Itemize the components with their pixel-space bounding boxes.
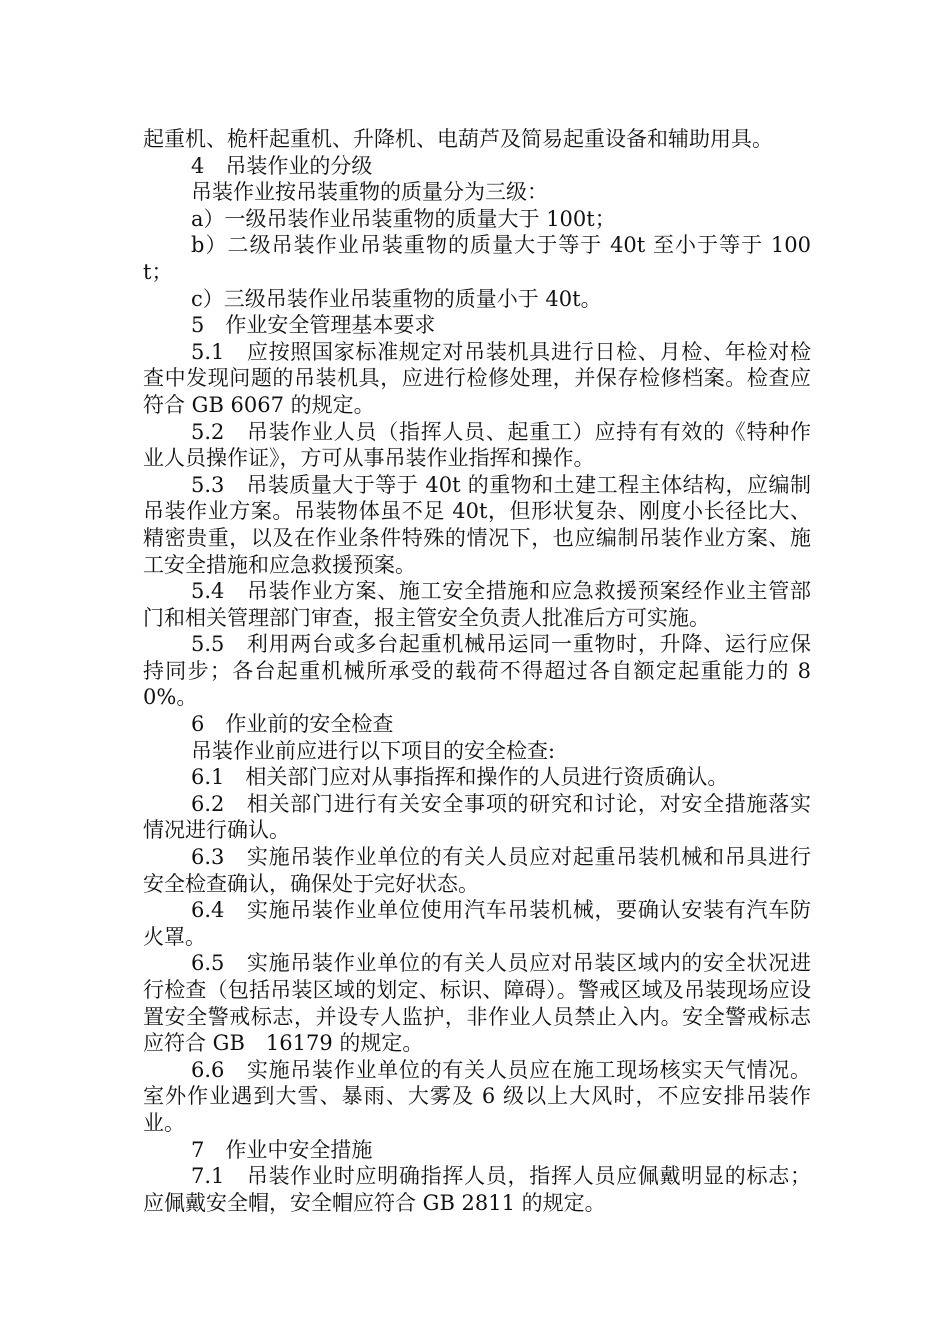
paragraph-checks-intro: 吊装作业前应进行以下项目的安全检查: <box>191 738 556 763</box>
list-item-b: b）二级吊装作业吊装重物的质量大于等于 40t 至小于等于 100t； <box>143 233 811 284</box>
clause-5-2: 5.2 吊装作业人员（指挥人员、起重工）应持有有效的《特种作业人员操作证》，方可从事吊装作业指挥和操作。 <box>143 419 811 471</box>
clause-6-2: 6.2 相关部门进行有关安全事项的研究和讨论，对安全措施落实情况进行确认。 <box>143 791 811 843</box>
section-heading-5: 5 作业安全管理基本要求 <box>191 313 436 338</box>
clause-7-1: 7.1 吊装作业时应明确指挥人员，指挥人员应佩戴明显的标志；应佩戴安全帽，安全帽应符合 GB 2811 的规定。 <box>143 1164 811 1215</box>
section-heading-4: 4 吊装作业的分级 <box>191 153 373 178</box>
paragraph-continuation: 起重机、桅杆起重机、升降机、电葫芦及简易起重设备和辅助用具。 <box>143 127 773 151</box>
paragraph-grading-intro: 吊装作业按吊装重物的质量分为三级： <box>191 180 548 205</box>
clause-5-3: 5.3 吊装质量大于等于 40t 的重物和土建工程主体结构，应编制吊装作业方案。吊装物体虽不足 40t，但形状复杂、刚度小长径比大、精密贵重，以及在作业条件特殊的情况下，也应编制吊装作业方案、施工安全措施和应急救援预案。 <box>143 472 811 577</box>
list-item-a: a）一级吊装作业吊装重物的质量大于 100t； <box>191 206 616 231</box>
clause-6-3: 6.3 实施吊装作业单位的有关人员应对起重吊装机械和吊具进行安全检查确认，确保处于完好状态。 <box>143 845 811 896</box>
clause-6-1: 6.1 相关部门应对从事指挥和操作的人员进行资质确认。 <box>191 765 729 790</box>
list-item-c: c）三级吊装作业吊装重物的质量小于 40t。 <box>191 286 602 311</box>
clause-5-5: 5.5 利用两台或多台起重机械吊运同一重物时，升降、运行应保持同步；各台起重机械所承受的载荷不得超过各自额定起重能力的 80%。 <box>143 632 811 710</box>
document-body <box>143 126 811 1216</box>
clause-6-4: 6.4 实施吊装作业单位使用汽车吊装机械，要确认安装有汽车防火罩。 <box>143 898 811 949</box>
clause-6-6: 6.6 实施吊装作业单位的有关人员应在施工现场核实天气情况。室外作业遇到大雪、暴雨、大雾及 6 级以上大风时，不应安排吊装作业。 <box>143 1057 811 1135</box>
section-heading-6: 6 作业前的安全检查 <box>191 712 394 737</box>
clause-6-5: 6.5 实施吊装作业单位的有关人员应对吊装区域内的安全状况进行检查（包括吊装区域的划定、标识、障碍）。警戒区域及吊装现场应设置安全警戒标志，并设专人监护，非作业人员禁止入内。安全警戒标志应符合 GB 16179 的规定。 <box>143 951 811 1056</box>
section-heading-7: 7 作业中安全措施 <box>191 1137 373 1162</box>
clause-5-1: 5.1 应按照国家标准规定对吊装机具进行日检、月检、年检对检查中发现问题的吊装机具，应进行检修处理，并保存检修档案。检查应符合 GB 6067 的规定。 <box>143 339 811 417</box>
clause-5-4: 5.4 吊装作业方案、施工安全措施和应急救援预案经作业主管部门和相关管理部门审查，报主管安全负责人批准后方可实施。 <box>143 579 811 630</box>
